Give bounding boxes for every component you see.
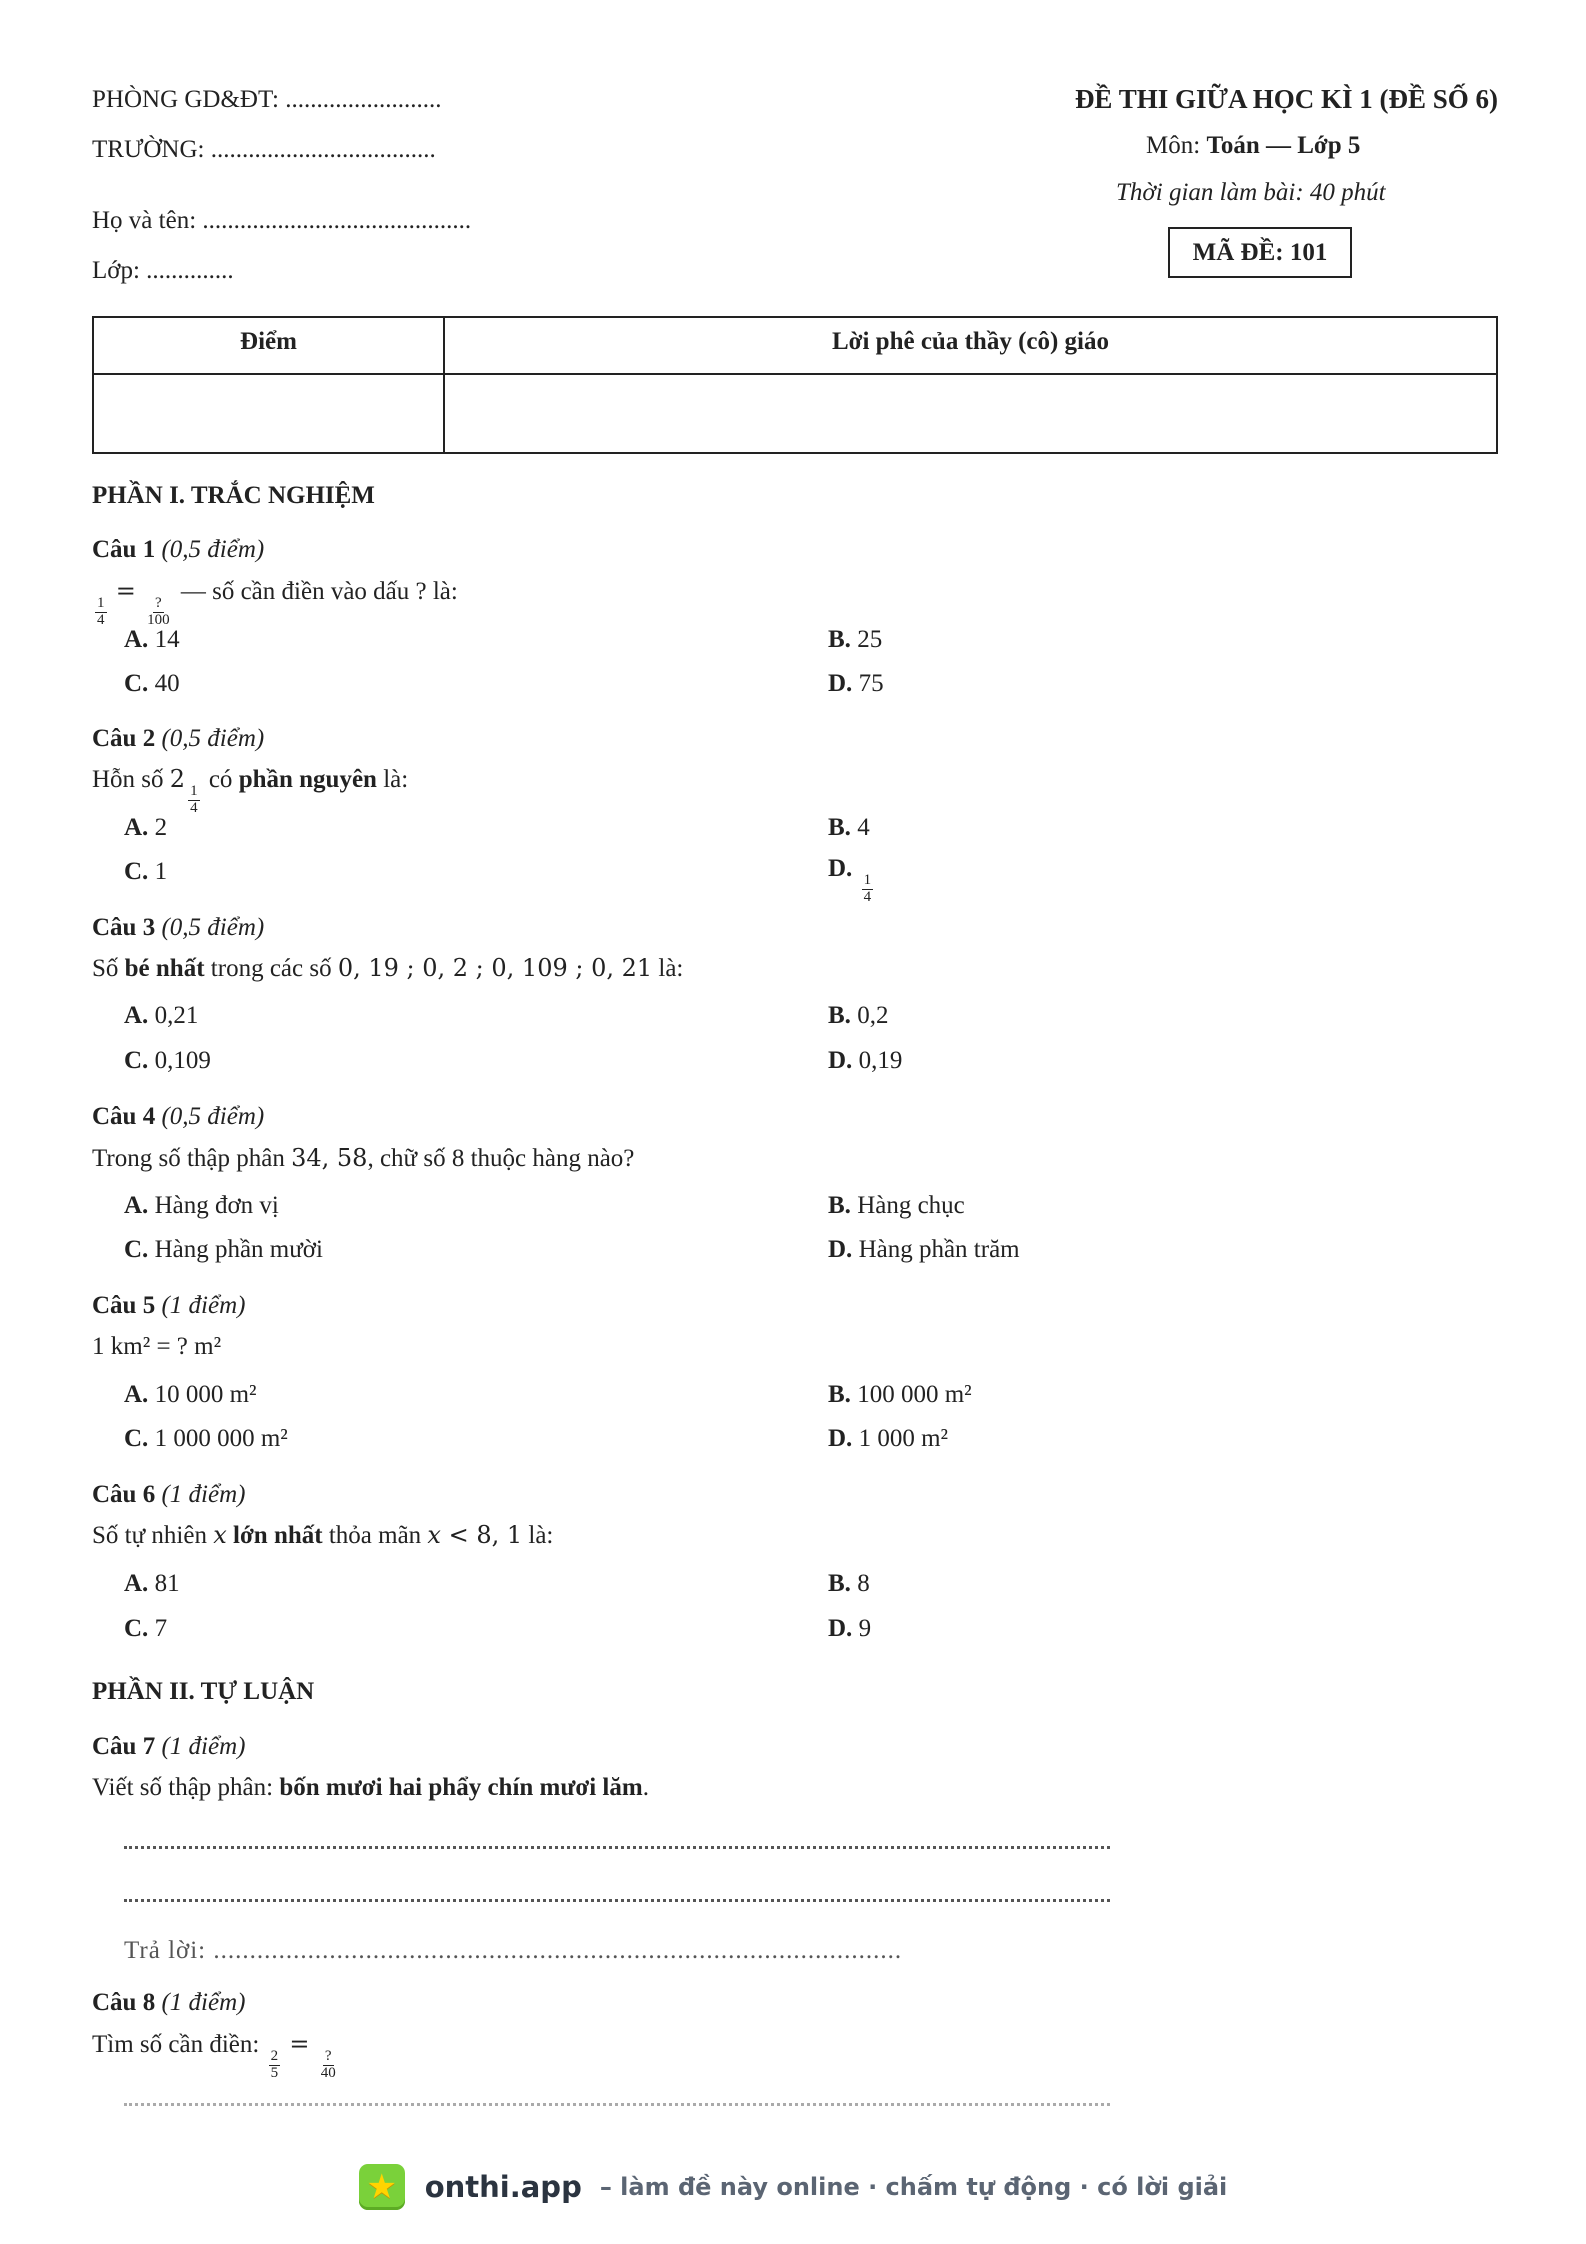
q6-text: Số tự nhiên x lớn nhất thỏa mãn x < 8, 1 là: — [92, 1521, 554, 1549]
school-line: TRƯỜNG: .................................... — [92, 136, 436, 163]
q5-option-d[interactable]: D. 1 000 m² — [828, 1425, 949, 1452]
fraction: $\frac{?}{40}$ — [320, 2048, 336, 2081]
brand-name[interactable]: onthi.app — [424, 2170, 582, 2204]
fraction: $\frac{1}{4}$ — [97, 595, 105, 628]
q3-text: Số bé nhất trong các số 0, 19 ; 0, 2 ; 0, 109 ; 0, 21 là: — [92, 954, 684, 982]
q4-points: (0,5 điểm) — [161, 1103, 265, 1130]
q8-header — [92, 1989, 245, 2017]
q3-option-c[interactable]: C. 0,109 — [124, 1047, 211, 1074]
q2-label: Câu 2 — [92, 725, 156, 752]
q1-header — [92, 536, 264, 564]
q3-points: (0,5 điểm) — [161, 914, 265, 941]
star-icon: ★ — [366, 2167, 397, 2207]
answer-line[interactable] — [124, 1899, 1110, 1902]
q6-option-c[interactable]: C. 7 — [124, 1615, 168, 1642]
fraction: $\frac{?}{100}$ — [147, 595, 170, 628]
q3-option-a[interactable]: A. 0,21 — [124, 1002, 199, 1029]
q7-header — [92, 1733, 245, 1761]
footer-banner — [0, 2163, 1586, 2211]
time-limit: Thời gian làm bài: 40 phút — [1116, 179, 1386, 206]
q2-points: (0,5 điểm) — [161, 725, 265, 752]
q1-option-d[interactable]: D. 75 — [828, 670, 884, 697]
q1-prompt: — số cần điền vào dấu ? là: — [180, 578, 458, 605]
score-header: Điểm — [240, 328, 297, 355]
q4-label: Câu 4 — [92, 1103, 156, 1130]
q6-header — [92, 1481, 245, 1509]
footer-tagline: – làm đề này online · chấm tự động · có lời giải — [599, 2173, 1228, 2201]
q5-label: Câu 5 — [92, 1292, 156, 1319]
equals-sign: = — [289, 2030, 310, 2058]
q2-option-b[interactable]: B. 4 — [828, 814, 870, 841]
q1-text — [92, 577, 458, 629]
equals-sign: = — [115, 577, 136, 605]
answer-line[interactable] — [124, 1846, 1110, 1849]
exam-title: ĐỀ THI GIỮA HỌC KÌ 1 (ĐỀ SỐ 6) — [1074, 84, 1498, 114]
comment-cell[interactable] — [445, 375, 1496, 452]
score-table — [92, 316, 1498, 454]
q3-header — [92, 914, 264, 942]
q7-text: Viết số thập phân: bốn mươi hai phẩy chín mươi lăm. — [92, 1774, 649, 1801]
q4-option-c[interactable]: C. Hàng phần mười — [124, 1236, 323, 1263]
exam-code-box: MÃ ĐỀ: 101 — [1168, 227, 1352, 278]
q5-option-b[interactable]: B. 100 000 m² — [828, 1381, 972, 1408]
part1-title: PHẦN I. TRẮC NGHIỆM — [92, 482, 375, 509]
q4-option-d[interactable]: D. Hàng phần trăm — [828, 1236, 1020, 1263]
student-name-line: Họ và tên: ........................................... — [92, 207, 472, 234]
q5-text: 1 km² = ? m² — [92, 1333, 222, 1360]
dept-line: PHÒNG GD&ĐT: ......................... — [92, 86, 442, 113]
score-cell[interactable] — [94, 375, 443, 452]
subject-prefix: Môn: — [1146, 132, 1207, 159]
q8-points: (1 điểm) — [161, 1989, 246, 2016]
q2-option-c[interactable]: C. 1 — [124, 858, 168, 885]
q8-text: Tìm số cần điền: $\frac{2}{5}$ = $\frac{?}{40}$ — [92, 2030, 336, 2081]
comment-header: Lời phê của thầy (cô) giáo — [831, 328, 1110, 355]
q2-header — [92, 725, 264, 753]
q4-text: Trong số thập phân 34, 58, chữ số 8 thuộc hàng nào? — [92, 1144, 635, 1172]
q6-option-d[interactable]: D. 9 — [828, 1615, 872, 1642]
onthi-logo[interactable] — [359, 2164, 405, 2210]
q1-option-a[interactable]: A. 14 — [124, 626, 180, 653]
fraction: $\frac{1}{4}$ — [190, 783, 198, 816]
q1-points: (0,5 điểm) — [161, 536, 265, 563]
q4-option-b[interactable]: B. Hàng chục — [828, 1192, 965, 1219]
q4-header — [92, 1103, 264, 1131]
class-line: Lớp: .............. — [92, 257, 234, 284]
q3-option-d[interactable]: D. 0,19 — [828, 1047, 903, 1074]
fraction: $\frac{2}{5}$ — [270, 2048, 279, 2081]
q6-option-b[interactable]: B. 8 — [828, 1570, 870, 1597]
q6-option-a[interactable]: A. 81 — [124, 1570, 180, 1597]
q4-option-a[interactable]: A. Hàng đơn vị — [124, 1192, 279, 1219]
q2-option-a[interactable]: A. 2 — [124, 814, 168, 841]
part2-title: PHẦN II. TỰ LUẬN — [92, 1678, 315, 1705]
q8-label: Câu 8 — [92, 1989, 156, 2016]
q6-label: Câu 6 — [92, 1481, 156, 1508]
q5-option-a[interactable]: A. 10 000 m² — [124, 1381, 257, 1408]
q5-points: (1 điểm) — [161, 1292, 246, 1319]
q3-option-b[interactable]: B. 0,2 — [828, 1002, 889, 1029]
subject-line — [1146, 132, 1360, 160]
subject-value: Toán — Lớp 5 — [1206, 132, 1361, 159]
q1-label: Câu 1 — [92, 536, 156, 563]
q7-points: (1 điểm) — [161, 1733, 246, 1760]
q2-option-d[interactable]: D. $\frac{1}{4}$ — [828, 855, 872, 905]
q6-points: (1 điểm) — [161, 1481, 246, 1508]
q5-option-c[interactable]: C. 1 000 000 m² — [124, 1425, 288, 1452]
q7-answer-label[interactable]: Trả lời: ............................................................................................... — [124, 1937, 903, 1964]
q1-option-c[interactable]: C. 40 — [124, 670, 180, 697]
q5-header — [92, 1292, 245, 1320]
q7-label: Câu 7 — [92, 1733, 156, 1760]
answer-line[interactable] — [124, 2103, 1110, 2106]
q1-option-b[interactable]: B. 25 — [828, 626, 883, 653]
q2-text: Hỗn số 2 $\frac{1}{4}$ có phần nguyên là: — [92, 765, 409, 816]
fraction: $\frac{1}{4}$ — [863, 872, 872, 905]
q3-label: Câu 3 — [92, 914, 156, 941]
